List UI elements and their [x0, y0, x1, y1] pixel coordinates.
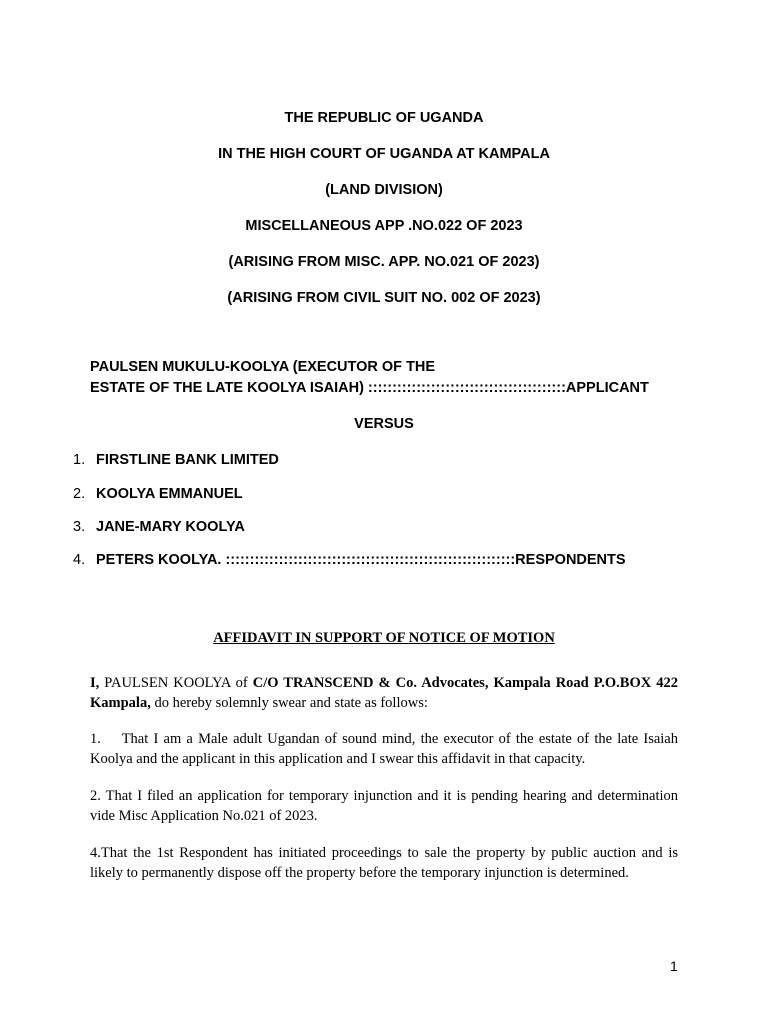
affidavit-title: AFFIDAVIT IN SUPPORT OF NOTICE OF MOTION	[213, 630, 555, 646]
heading-court: IN THE HIGH COURT OF UGANDA AT KAMPALA	[218, 146, 550, 162]
heading-case-number: MISCELLANEOUS APP .NO.022 OF 2023	[245, 218, 523, 234]
heading-arising-misc: (ARISING FROM MISC. APP. NO.021 OF 2023)	[228, 254, 540, 270]
respondent-name: KOOLYA EMMANUEL	[96, 486, 243, 502]
versus-label: VERSUS	[354, 416, 414, 432]
respondent-number: 1.	[73, 452, 86, 468]
respondent-number: 2.	[73, 486, 86, 502]
applicant-line-2: ESTATE OF THE LATE KOOLYA ISAIAH) :::::::::::::::::::::::::::::::::::::::::APPLICANT	[90, 380, 649, 396]
affidavit-paragraph-2: 2. That I filed an application for temporary injunction and it is pending hearing and determination vide Misc Application No.021 of 2023.	[90, 788, 678, 824]
heading-arising-civil: (ARISING FROM CIVIL SUIT NO. 002 OF 2023)	[227, 290, 541, 306]
applicant-line-1: PAULSEN MUKULU-KOOLYA (EXECUTOR OF THE	[90, 359, 436, 375]
affidavit-intro	[90, 673, 678, 713]
page-number: 1	[670, 958, 678, 974]
respondent-number: 4.	[73, 552, 86, 568]
intro-deponent-name: PAULSEN KOOLYA of	[99, 675, 253, 691]
intro-address: C/O TRANSCEND & Co. Advocates, Kampala Road P.O.BOX 422 Kampala,	[90, 675, 678, 711]
heading-division: (LAND DIVISION)	[325, 182, 443, 198]
intro-pronoun: I,	[90, 675, 100, 691]
heading-republic: THE REPUBLIC OF UGANDA	[284, 110, 484, 126]
respondent-number: 3.	[73, 519, 86, 535]
respondent-name: FIRSTLINE BANK LIMITED	[96, 452, 279, 468]
intro-oath: do hereby solemnly swear and state as follows:	[150, 695, 428, 711]
affidavit-paragraph-1: 1. That I am a Male adult Ugandan of sound mind, the executor of the estate of the late Isaiah Koolya and the applicant in this application and I swear this affidavit in that capacity.	[90, 731, 678, 767]
respondent-name: PETERS KOOLYA. ::::::::::::::::::::::::::::::::::::::::::::::::::::::::::::RESPONDENTS	[96, 552, 626, 568]
affidavit-paragraph-4: 4.That the 1st Respondent has initiated proceedings to sale the property by public auction and is likely to permanently dispose off the property before the temporary injunction is determined.	[90, 845, 678, 881]
respondent-name: JANE-MARY KOOLYA	[96, 519, 245, 535]
